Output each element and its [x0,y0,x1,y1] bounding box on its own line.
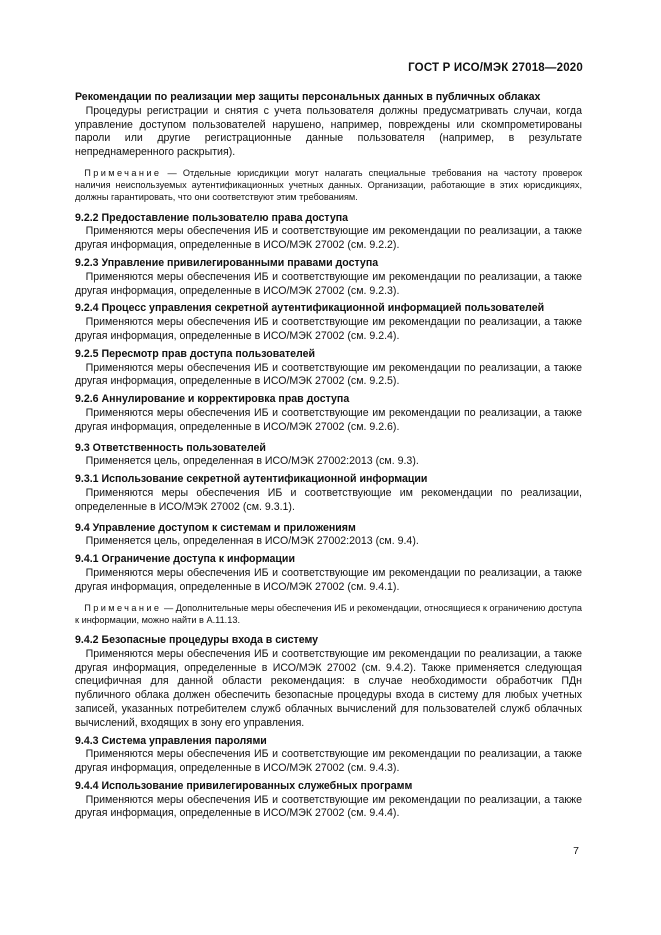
paragraph: Процедуры регистрации и снятия с учета пользователя должны предусматривать случаи, когда управление доступом пользователей нарушено, например, повреждены или скомпрометированы пароли или другие регистрационные данные пользователя (например, в результате непреднамеренного раскрытия). [75,104,582,159]
subsection-heading: 9.2.6 Аннулирование и корректировка прав доступа [75,393,350,406]
subsection-heading: 9.4.1 Ограничение доступа к информации [75,553,295,566]
note [75,602,582,626]
subsection-heading: 9.3.1 Использование секретной аутентификационной информации [75,473,428,486]
paragraph: Применяются меры обеспечения ИБ и соответствующие им рекомендации по реализации, а также другая информация, определенные в ИСО/МЭК 27002 (см. 9.4.3). [75,748,582,775]
paragraph: Применяются меры обеспечения ИБ и соответствующие им рекомендации по реализации, а также другая информация, определенные в ИСО/МЭК 27002 (см. 9.2.6). [75,406,582,433]
paragraph: Применяются меры обеспечения ИБ и соответствующие им рекомендации по реализации, а также другая информация, определенные в ИСО/МЭК 27002 (см. 9.4.1). [75,566,582,593]
note-text: — Дополнительные меры обеспечения ИБ и рекомендации, относящиеся к ограничению доступа к информации, можно найти в А.11.13. [75,602,582,625]
subsection-heading: Рекомендации по реализации мер защиты персональных данных в публичных облаках [75,91,541,103]
note-label: Примечание [84,167,162,178]
document-header: ГОСТ Р ИСО/МЭК 27018—2020 [408,62,583,74]
paragraph: Применяются меры обеспечения ИБ и соответствующие им рекомендации по реализации, определенные в ИСО/МЭК 27002 (см. 9.3.1). [75,486,582,513]
subsection-heading: 9.2.4 Процесс управления секретной аутентификационной информацией пользователей [75,302,545,315]
section-heading: 9.3 Ответственность пользователей [75,441,266,454]
paragraph: Применяется цель, определенная в ИСО/МЭК 27002:2013 (см. 9.4). [75,535,419,548]
subsection-heading: 9.4.4 Использование привилегированных служебных программ [75,779,413,792]
document-body [75,91,582,821]
section-heading: 9.4 Управление доступом к системам и приложениям [75,521,356,534]
subsection-heading: 9.4.3 Система управления паролями [75,734,267,747]
paragraph: Применяются меры обеспечения ИБ и соответствующие им рекомендации по реализации, а также другая информация, определенные в ИСО/МЭК 27002 (см. 9.4.2). Также применяется следующая специфичная для данной области рекомендация: в случае необходимости обработчик ПДн публичного облака должен обеспечить безопасные процедуры входа в систему для любых учетных записей, указанных потребителем служб облачных вычислений для пользователей служб облачных вычислений, входящих в зону его управления. [75,647,582,729]
paragraph: Применяются меры обеспечения ИБ и соответствующие им рекомендации по реализации, а также другая информация, определенные в ИСО/МЭК 27002 (см. 9.2.3). [75,270,582,297]
note [75,167,582,204]
subsection-heading: 9.2.2 Предоставление пользователю права доступа [75,211,349,224]
note-text: — Отдельные юрисдикции могут налагать специальные требования на частоту проверок наличия неиспользуемых аутентификационных учетных данных. Организации, работающие в этих юрисдикциях, должны гарантировать, что они соответствуют этим требованиям. [75,167,582,203]
paragraph: Применяются меры обеспечения ИБ и соответствующие им рекомендации по реализации, а также другая информация, определенные в ИСО/МЭК 27002 (см. 9.2.5). [75,361,582,388]
note-label: Примечание [84,602,162,613]
subsection-heading: 9.2.5 Пересмотр прав доступа пользователей [75,347,316,360]
paragraph: Применяется цель, определенная в ИСО/МЭК 27002:2013 (см. 9.3). [75,455,419,468]
paragraph: Применяются меры обеспечения ИБ и соответствующие им рекомендации по реализации, а также другая информация, определенные в ИСО/МЭК 27002 (см. 9.2.4). [75,316,582,342]
paragraph: Применяются меры обеспечения ИБ и соответствующие им рекомендации по реализации, а также другая информация, определенные в ИСО/МЭК 27002 (см. 9.4.4). [75,793,582,820]
subsection-heading: 9.4.2 Безопасные процедуры входа в систему [75,633,319,646]
page-number: 7 [573,845,579,857]
paragraph: Применяются меры обеспечения ИБ и соответствующие им рекомендации по реализации, а также другая информация, определенные в ИСО/МЭК 27002 (см. 9.2.2). [75,225,582,252]
subsection-heading: 9.2.3 Управление привилегированными правами доступа [75,256,379,269]
